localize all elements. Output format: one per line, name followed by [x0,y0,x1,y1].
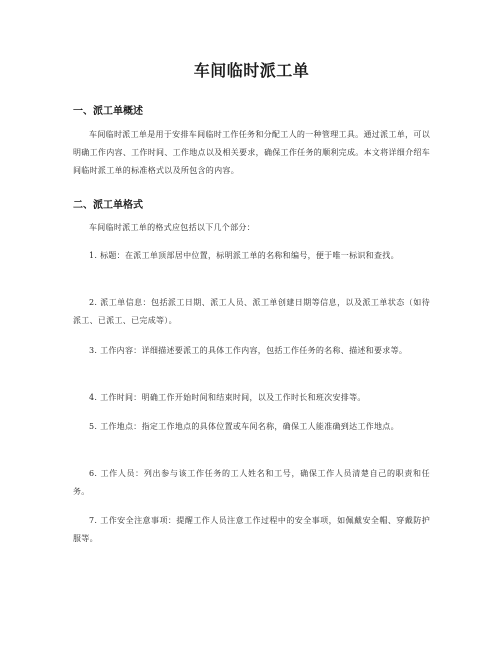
section-heading-overview: 一、派工单概述 [73,106,143,117]
overview-paragraph: 车间临时派工单是用于安排车间临时工作任务和分配工人的一种管理工具。通过派工单，可以明确工作内容、工作时间、工作地点以及相关要求，确保工作任务的顺利完成。本文将详细介绍车间临时派工单的标准格式以及所包含的内容。 [73,130,430,175]
format-item-6: 6. 工作人员：列出参与该工作任务的工人姓名和工号，确保工作人员清楚自己的职责和任务。 [73,469,430,496]
document-title: 车间临时派工单 [193,61,310,80]
format-item-2: 2. 派工单信息：包括派工日期、派工人员、派工单创建日期等信息，以及派工单状态（如待派工、已派工、已完成等）。 [73,298,430,325]
section-heading-format: 二、派工单格式 [73,200,143,211]
format-item-5: 5. 工作地点：指定工作地点的具体位置或车间名称，确保工人能准确到达工作地点。 [89,422,399,431]
format-intro: 车间临时派工单的格式应包括以下几个部分： [89,223,255,232]
format-item-3: 3. 工作内容：详细描述要派工的具体工作内容，包括工作任务的名称、描述和要求等。 [89,346,408,355]
format-item-4: 4. 工作时间：明确工作开始时间和结束时间，以及工作时长和班次安排等。 [89,393,366,402]
format-item-1: 1. 标题：在派工单顶部居中位置，标明派工单的名称和编号，便于唯一标识和查找。 [89,251,399,260]
format-item-7: 7. 工作安全注意事项：提醒工作人员注意工作过程中的安全事项，如佩戴安全帽、穿戴防护服等。 [73,516,430,543]
